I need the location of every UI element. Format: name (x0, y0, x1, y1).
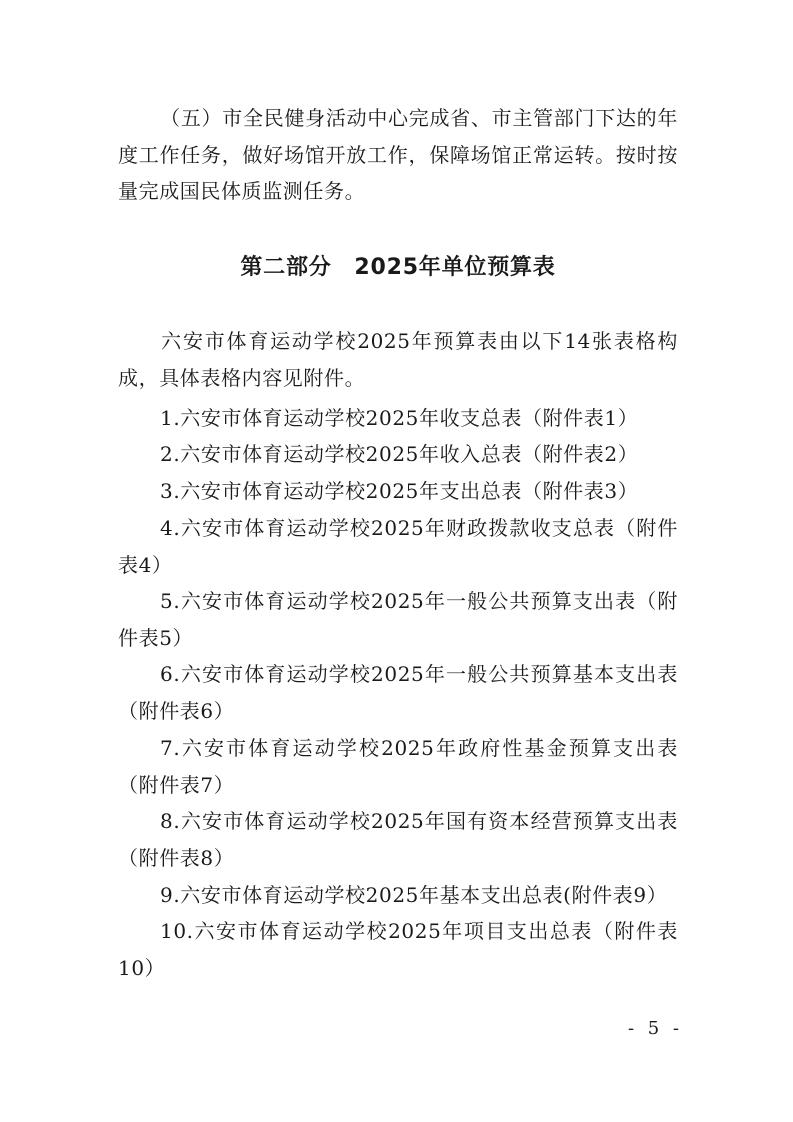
section-heading: 第二部分 2025年单位预算表 (240, 255, 556, 280)
table-item-1: 1.六安市体育运动学校2025年收支总表（附件表1） (160, 406, 639, 430)
summary-paragraph: 六安市体育运动学校2025年预算表由以下14张表格构成，具体表格内容见附件。 (118, 329, 678, 390)
table-item-10: 10.六安市体育运动学校2025年项目支出总表（附件表10） (118, 919, 678, 980)
table-item-5: 5.六安市体育运动学校2025年一般公共预算支出表（附件表5） (118, 589, 678, 650)
page-number: - 5 - (627, 1018, 683, 1039)
table-item-3: 3.六安市体育运动学校2025年支出总表（附件表3） (160, 479, 639, 503)
table-item-6: 6.六安市体育运动学校2025年一般公共预算基本支出表（附件表6） (118, 662, 678, 723)
table-item-2: 2.六安市体育运动学校2025年收入总表（附件表2） (160, 442, 639, 466)
table-item-7: 7.六安市体育运动学校2025年政府性基金预算支出表（附件表7） (118, 736, 678, 797)
table-item-8: 8.六安市体育运动学校2025年国有资本经营预算支出表（附件表8） (118, 809, 678, 870)
intro-paragraph: （五）市全民健身活动中心完成省、市主管部门下达的年度工作任务，做好场馆开放工作，保障场馆正常运转。按时按量完成国民体质监测任务。 (118, 106, 678, 203)
table-item-4: 4.六安市体育运动学校2025年财政拨款收支总表（附件表4） (118, 516, 678, 577)
table-item-9: 9.六安市体育运动学校2025年基本支出总表(附件表9） (160, 883, 668, 907)
